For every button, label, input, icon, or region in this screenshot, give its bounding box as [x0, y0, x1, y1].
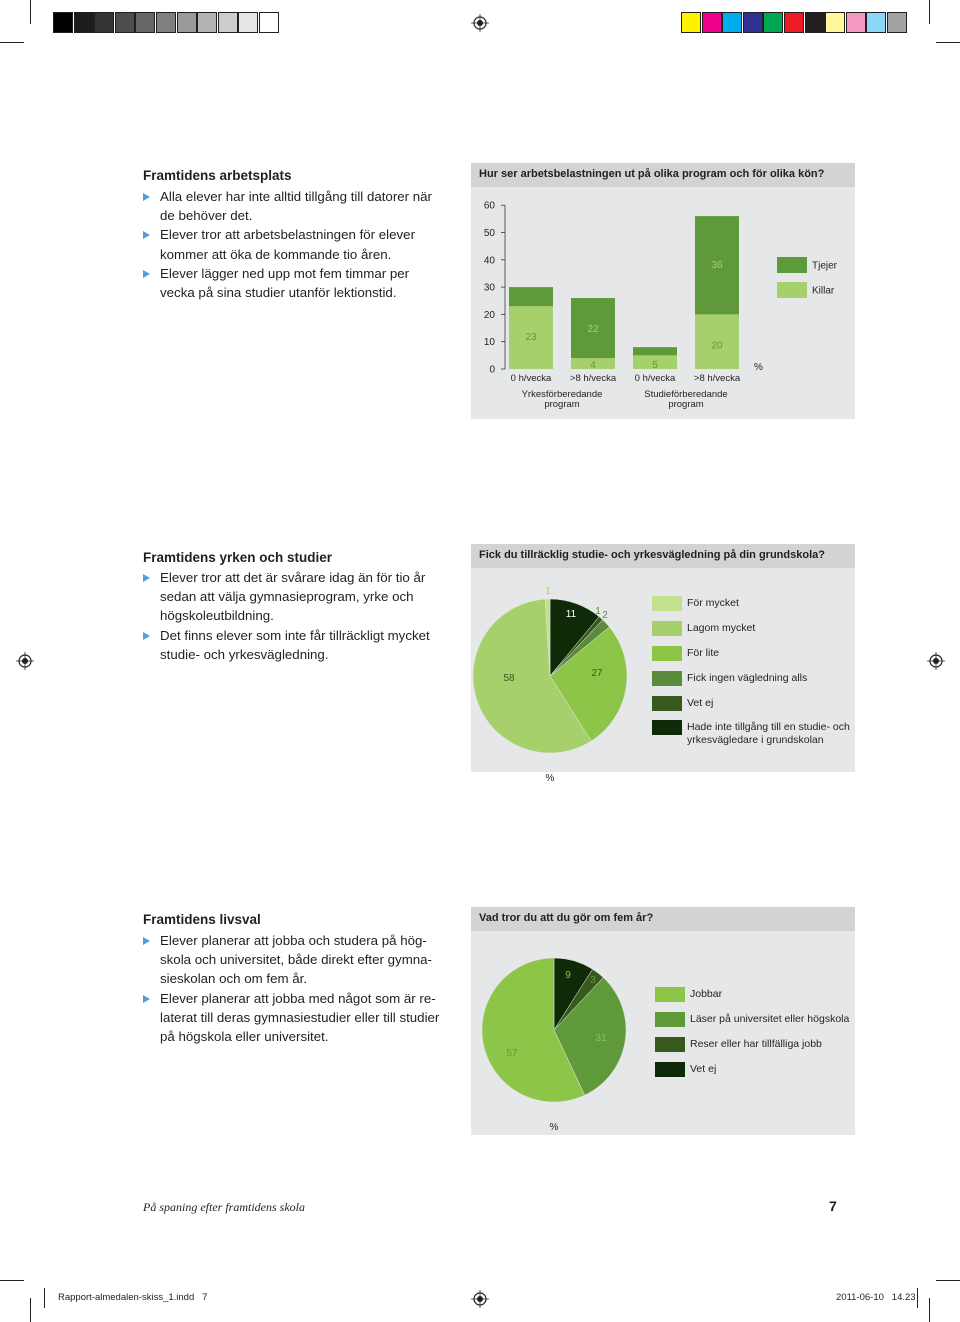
y-tick-label: 10 — [483, 337, 495, 349]
legend-label: Killar — [812, 285, 835, 297]
bullet-item: Elever tror att det är svårare idag än för tio år sedan att välja gymnasieprogram, yrke och högskoleutbildning. — [143, 568, 463, 626]
calibration-swatch — [197, 12, 217, 33]
calibration-swatch — [135, 12, 155, 33]
legend-swatch — [777, 257, 807, 273]
pie-value-label: 58 — [503, 673, 515, 684]
chart-title: Fick du tillräcklig studie- och yrkesvägledning på din grundskola? — [479, 549, 825, 561]
legend-swatch — [652, 671, 682, 686]
legend-swatch — [652, 646, 682, 661]
calibration-swatch — [784, 12, 804, 33]
calibration-swatch — [74, 12, 94, 33]
registration-mark-icon — [16, 652, 34, 670]
data-label-killar: 23 — [525, 332, 537, 344]
y-tick-label: 60 — [483, 200, 495, 212]
legend-label: Jobbar — [690, 988, 723, 1000]
calibration-swatch — [177, 12, 197, 33]
page-number: 7 — [829, 1198, 837, 1214]
y-tick-label: 40 — [483, 255, 495, 267]
pie-value-label: 1 — [545, 586, 551, 597]
section-title-arbetsplats: Framtidens arbetsplats — [143, 168, 292, 183]
calibration-swatch — [156, 12, 176, 33]
calibration-swatch — [887, 12, 907, 33]
pie-value-label: 27 — [591, 668, 603, 679]
crop-mark — [0, 42, 24, 43]
calibration-swatch — [702, 12, 722, 33]
legend-label: För mycket — [687, 597, 739, 609]
calibration-swatch — [681, 12, 701, 33]
legend-swatch — [652, 621, 682, 636]
pie-chart-panel-fem-ar — [471, 907, 855, 1135]
x-tick-label: >8 h/vecka — [693, 373, 741, 384]
pie-value-label: 9 — [565, 970, 571, 981]
calibration-swatch — [238, 12, 258, 33]
crop-mark — [929, 1298, 930, 1322]
calibration-swatch — [763, 12, 783, 33]
unit-label: % — [549, 1122, 559, 1133]
pie-value-label: 57 — [506, 1048, 518, 1059]
data-label-killar: 5 — [652, 360, 658, 371]
bullet-triangle-icon — [143, 231, 150, 239]
pie-value-label: 31 — [595, 1033, 607, 1044]
chart-title: Hur ser arbetsbelastningen ut på olika program och för olika kön? — [479, 168, 825, 180]
legend-label: För lite — [687, 647, 720, 659]
calibration-swatch — [115, 12, 135, 33]
crop-mark — [936, 42, 960, 43]
legend-swatch — [652, 720, 682, 735]
calibration-swatch — [259, 12, 279, 33]
pie-chart-panel-vagledning — [471, 544, 855, 784]
x-tick-label: >8 h/vecka — [569, 373, 617, 384]
legend-swatch — [652, 696, 682, 711]
crop-mark — [30, 0, 31, 24]
slug-filename: Rapport-almedalen-skiss_1.indd 7 — [58, 1292, 208, 1303]
crop-mark — [929, 0, 930, 24]
bar-chart-panel — [471, 163, 855, 419]
registration-mark-icon — [471, 14, 489, 32]
data-label-tjejer: 3 — [652, 346, 658, 358]
data-label-tjejer: 22 — [587, 324, 599, 336]
y-tick-label: 50 — [483, 228, 495, 239]
section-title-livsval: Framtidens livsval — [143, 912, 261, 927]
bullet-list-arbetsplats — [143, 187, 463, 302]
pie-value-label: 2 — [602, 610, 608, 621]
bullet-triangle-icon — [143, 193, 150, 201]
legend-swatch — [655, 1062, 685, 1077]
legend-swatch — [655, 1037, 685, 1052]
pie-value-label: 1 — [595, 606, 601, 617]
calibration-swatch — [743, 12, 763, 33]
legend-swatch — [652, 596, 682, 611]
bullet-item: Elever planerar att jobba med något som är re- laterat till deras gymnasiestudier eller till studier på högskola eller universitet. — [143, 989, 463, 1047]
calibration-swatch — [846, 12, 866, 33]
pie-value-label: 3 — [590, 975, 596, 986]
y-tick-label: 20 — [483, 309, 495, 321]
bullet-list-yrken — [143, 568, 463, 664]
legend-label: Lagom mycket — [687, 622, 756, 634]
bullet-triangle-icon — [143, 937, 150, 945]
legend-label: Fick ingen vägledning alls — [687, 672, 808, 684]
bullet-item: Elever lägger ned upp mot fem timmar per vecka på sina studier utanför lektionstid. — [143, 264, 463, 302]
group-label: Studieförberedande — [644, 389, 728, 400]
section-title-yrken: Framtidens yrken och studier — [143, 550, 333, 565]
registration-mark-icon — [927, 652, 945, 670]
data-label-killar: 20 — [711, 340, 723, 352]
group-label: program — [544, 399, 580, 410]
legend-label: Vet ej — [687, 697, 714, 709]
legend-swatch — [655, 1012, 685, 1027]
bullet-item: Det finns elever som inte får tillräckligt mycket studie- och yrkesvägledning. — [143, 626, 463, 664]
bullet-item: Elever tror att arbetsbelastningen för elever kommer att öka de kommande tio åren. — [143, 225, 463, 263]
x-tick-label: 0 h/vecka — [510, 373, 552, 384]
publication-title: På spaning efter framtidens skola — [143, 1200, 305, 1214]
chart-title: Vad tror du att du gör om fem år? — [479, 912, 654, 924]
pie-value-label: 11 — [565, 609, 577, 620]
bullet-triangle-icon — [143, 995, 150, 1003]
bullet-item: Alla elever har inte alltid tillgång till datorer när de behöver det. — [143, 187, 463, 225]
crop-mark — [30, 1298, 31, 1322]
legend-label: Reser eller har tillfälliga jobb — [690, 1038, 822, 1050]
legend-label: Tjejer — [812, 260, 838, 272]
calibration-swatch — [94, 12, 114, 33]
bullet-triangle-icon — [143, 270, 150, 278]
data-label-tjejer: 36 — [711, 260, 723, 272]
calibration-swatch — [218, 12, 238, 33]
x-tick-label: 0 h/vecka — [634, 373, 676, 384]
calibration-swatch — [825, 12, 845, 33]
legend-label: Läser på universitet eller högskola — [690, 1013, 850, 1025]
bar-chart — [471, 163, 855, 419]
unit-label: % — [545, 773, 555, 784]
calibration-swatch — [53, 12, 73, 33]
crop-mark — [0, 1280, 24, 1281]
legend-swatch — [777, 282, 807, 298]
bullet-triangle-icon — [143, 632, 150, 640]
legend-label: Vet ej — [690, 1063, 717, 1075]
legend-label: Hade inte tillgång till en studie- och yrkesvägledare i grundskolan — [687, 721, 850, 746]
y-tick-label: 30 — [483, 282, 495, 294]
bullet-list-livsval — [143, 931, 463, 1046]
group-label: program — [668, 399, 704, 410]
data-label-killar: 4 — [590, 360, 596, 371]
data-label-tjejer: 7 — [528, 297, 534, 309]
group-label: Yrkesförberedande — [521, 389, 603, 400]
crop-mark — [936, 1280, 960, 1281]
bullet-triangle-icon — [143, 574, 150, 582]
bullet-item: Elever planerar att jobba och studera på hög- skola och universitet, både direkt efter gymna- sieskolan och om fem år. — [143, 931, 463, 989]
calibration-swatch — [805, 12, 825, 33]
calibration-swatch — [866, 12, 886, 33]
legend-swatch — [655, 987, 685, 1002]
slug-timestamp: 2011-06-10 14.23 — [836, 1292, 916, 1303]
unit-label: % — [754, 362, 763, 373]
calibration-swatch — [722, 12, 742, 33]
y-tick-label: 0 — [489, 364, 495, 376]
